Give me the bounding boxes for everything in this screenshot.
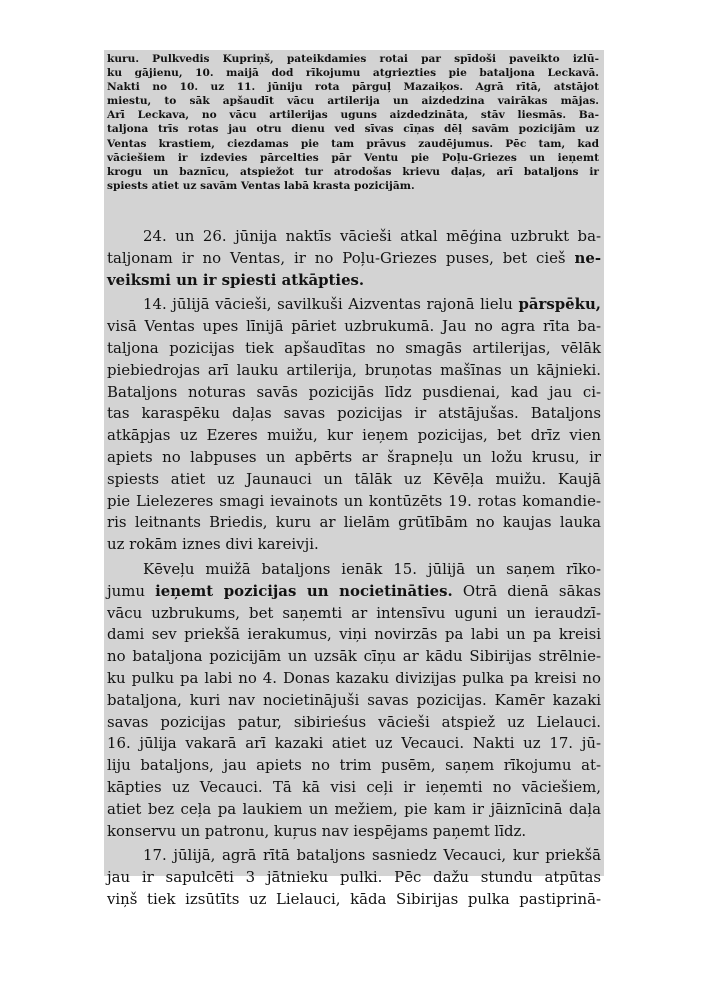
text-line: visā Ventas upes līnijā pāriet uzbrukumā. Jau no agra rīta ba- bbox=[107, 317, 601, 336]
text-line: 14. jūlijā vācieši, savilkuši Aizventas rajonā lielu pārspēku, bbox=[143, 295, 601, 314]
footnote-line: taljona trīs rotas jau otru dienu ved sīvas cīņas dēļ savām pozicijām uz bbox=[107, 123, 599, 136]
bold-phrase: veiksmi un ir spiesti atkāpties. bbox=[107, 270, 365, 289]
text-line: ris leitnants Briedis, kuru ar lielām grūtībām no kaujas lauka bbox=[107, 513, 601, 532]
footnote-line: Arī Leckava, no vācu artilerijas uguns aizdedzināta, stāv liesmās. Ba- bbox=[107, 109, 599, 122]
text-line bbox=[107, 270, 601, 292]
text-line: atkāpjas uz Ezeres muižu, kur ieņem pozicijas, bet drīz vien bbox=[107, 426, 601, 445]
text-line: bataljona, kuri nav nocietinājuši savas pozicijas. Kamēr kazaki bbox=[107, 690, 601, 709]
paragraph-july-17 bbox=[107, 845, 601, 910]
text-line: piebiedrojas arī lauku artilerija, bruņotas mašīnas un kājnieki. bbox=[107, 360, 601, 379]
footnote-block bbox=[107, 52, 599, 193]
footnote-line: ku gājienu, 10. maijā dod rīkojumu atgriezties pie bataljona Leckavā. bbox=[107, 67, 599, 80]
footnote-line: miestu, to sāk apšaudīt vācu artilerija un aizdedzina vairākas mājas. bbox=[107, 95, 599, 108]
text-line: taljona pozicijas tiek apšaudītas no smagās artilerijas, vēlāk bbox=[107, 338, 601, 357]
footnote-line: Nakti no 10. uz 11. jūniju rota pārguļ Mazaiķos. Agrā rītā, atstājot bbox=[107, 81, 599, 94]
text-line: apiets no labpuses un apbērts ar šrapneļu un ložu krusu, ir bbox=[107, 447, 601, 466]
footnote-line: krogu un baznīcu, atspiežot tur atrodošas krievu daļas, arī bataljons ir bbox=[107, 165, 599, 178]
footnote-line: Ventas krastiem, ciezdamas pie tam prāvus zaudējumus. Pēc tam, kad bbox=[107, 137, 599, 150]
text-line: no bataljona pozicijām un uzsāk cīņu ar kādu Sibirijas strēlnie- bbox=[107, 647, 601, 666]
bold-phrase: ne- bbox=[574, 248, 601, 267]
text-line: dami sev priekšā ierakumus, viņi novirzās pa labi un pa kreisi bbox=[107, 625, 601, 644]
text-line: jumu ieņemt pozicijas un nocietināties. Otrā dienā sākas bbox=[107, 581, 601, 600]
paragraph-july-14 bbox=[107, 294, 601, 556]
text-line: pie Lielezeres smagi ievainots un kontūzēts 19. rotas komandie- bbox=[107, 491, 601, 510]
text-line: konservu un patronu, kuŗus nav iespējams paņemt līdz. bbox=[107, 821, 527, 840]
text-line: kāpties uz Vecauci. Tā kā visi ceļi ir ieņemti no vāciešiem, bbox=[107, 777, 601, 796]
text-line: 24. un 26. jūnija naktīs vācieši atkal mēģina uzbrukt ba- bbox=[143, 227, 601, 245]
paragraph-keveli-manor bbox=[107, 559, 601, 842]
text-line: ku pulku pa labi no 4. Donas kazaku divizijas pulka pa kreisi no bbox=[107, 668, 601, 687]
paragraph-june-attacks bbox=[107, 226, 601, 291]
text-line: jau ir sapulcēti 3 jātnieku pulki. Pēc dažu stundu atpūtas bbox=[107, 868, 601, 887]
text-line: taljonam ir no Ventas, ir no Poļu-Griezes puses, bet cieš ne- bbox=[107, 248, 601, 267]
text-line: 16. jūlija vakarā arī kazaki atiet uz Vecauci. Nakti uz 17. jū- bbox=[107, 734, 601, 753]
footnote-line: kuru. Pulkvedis Kupriņš, pateikdamies rotai par spīdoši paveikto izlū- bbox=[107, 53, 599, 65]
bold-phrase: ieņemt pozicijas un nocietināties. bbox=[155, 581, 453, 600]
text-line: liju bataljons, jau apiets no trim pusēm, saņem rīkojumu at- bbox=[107, 756, 601, 775]
text-line: Kēveļu muižā bataljons ienāk 15. jūlijā un saņem rīko- bbox=[143, 559, 601, 578]
bold-phrase: pārspēku, bbox=[518, 295, 601, 314]
text-line: uz rokām iznes divi kareivji. bbox=[107, 535, 319, 554]
text-line: tas karaspēku daļas savas pozicijas ir atstājušas. Bataljons bbox=[107, 404, 601, 423]
text-line: Bataljons noturas savās pozicijās līdz pusdienai, kad jau ci- bbox=[107, 382, 601, 401]
main-text bbox=[107, 226, 601, 911]
footnote-line: spiests atiet uz savām Ventas labā krasta pozicijām. bbox=[107, 179, 415, 192]
text-line: 17. jūlijā, agrā rītā bataljons sasniedz Vecauci, kur priekšā bbox=[143, 846, 601, 865]
text-line: spiests atiet uz Jaunauci un tālāk uz Kēvēļa muižu. Kaujā bbox=[107, 469, 601, 488]
text-line: savas pozicijas patur, sibirieśus vācieši atspiež uz Lielauci. bbox=[107, 712, 601, 731]
text-line: atiet bez ceļa pa laukiem un mežiem, pie kam ir jāiznīcinā daļa bbox=[107, 799, 601, 818]
scanned-page bbox=[104, 50, 604, 908]
text-line: vācu uzbrukums, bet saņemti ar intensīvu uguni un ieraudzī- bbox=[107, 603, 601, 622]
text-line: viņš tiek izsūtīts uz Lielauci, kāda Sibirijas pulka pastiprinā- bbox=[107, 889, 601, 908]
footnote-line: vāciešiem ir izdevies pārcelties pār Ventu pie Poļu-Griezes un ieņemt bbox=[107, 151, 599, 164]
